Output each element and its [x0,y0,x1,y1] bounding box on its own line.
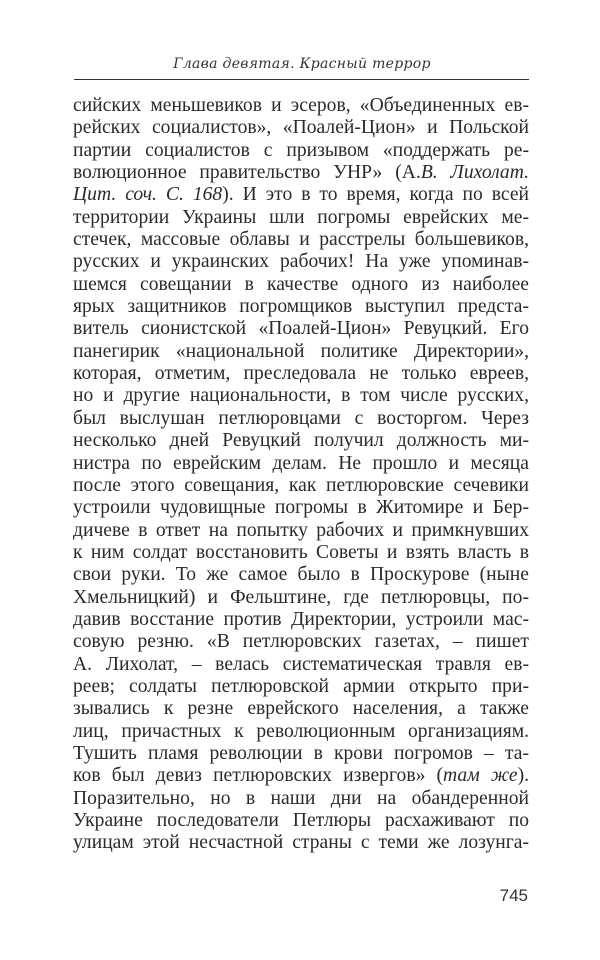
text-segment: после этого совещания, как петлюровские сечевики [73,474,529,496]
text-segment: но и другие национальности, в том числе русских, [73,385,529,407]
text-segment: шемся совещании в качестве одного из наиболее [73,273,529,295]
text-segment: свои руки. То же самое было в Проскурове (ныне [73,564,529,586]
text-segment: сийских меньшевиков и эсеров, «Объединенных ев- [73,95,529,116]
text-segment: партии социалистов с призывом «поддержать ре- [73,139,529,161]
text-line [73,497,529,519]
text-line [73,676,529,698]
text-line [73,520,529,542]
text-line [73,184,529,206]
italic-citation: Цит. соч. С. 168 [73,184,223,206]
text-line [73,162,529,184]
text-segment: ярых защитников погромщиков выступил предста- [73,296,529,318]
text-segment: был выслушан петлюровцами с восторгом. Через [73,407,529,429]
text-line [73,408,529,430]
text-segment: панегирик «национальной политике Директории», [73,340,529,362]
text-line [73,430,529,452]
text-segment: лиц, причастных к революционным организациям. [73,720,529,742]
text-segment: ков был девиз петлюровских извергов» ( [73,765,444,787]
text-line [73,654,529,676]
text-segment: рейских социалистов», «Поалей-Цион» и Польской [73,117,529,139]
text-segment: Поразительно, но в наши дни на обандеренной [73,787,529,809]
header-rule [74,79,529,80]
text-line [73,698,529,720]
body-text [73,95,529,855]
text-segment: Хмельницкий) и Фельштине, где петлюровцы, по- [73,586,529,608]
text-segment: ). [517,765,529,787]
running-title: Глава девятая. Красный террор [173,56,431,72]
text-segment: реев; солдаты петлюровской армии открыто при- [73,675,529,697]
text-segment: русских и украинских рабочих! На уже упоминав- [73,251,529,273]
italic-citation: В. Лихолат. [420,162,530,184]
text-line [73,765,529,787]
text-line [73,721,529,743]
text-line [73,385,529,407]
text-line [73,251,529,273]
text-segment: волюционное правительство УНР» (А. [73,162,421,184]
text-line [73,95,529,117]
text-segment: совую резню. «В петлюровских газетах, – пишет [73,631,529,653]
text-line [73,564,529,586]
text-line [73,140,529,162]
text-segment: территории Украины шли погромы еврейских ме- [73,206,529,228]
text-line [73,341,529,363]
text-segment: нистра по еврейским делам. Не прошло и месяца [73,452,529,474]
text-line [73,475,529,497]
text-line [73,229,529,251]
text-segment: дичеве в ответ на попытку рабочих и примкнувших [73,519,529,541]
text-segment: А. Лихолат, – велась систематическая травля ев- [73,653,529,675]
text-line [73,296,529,318]
text-segment: несколько дней Ревуцкий получил должность ми- [73,430,529,452]
text-line [73,743,529,765]
text-line [73,631,529,653]
text-line [73,832,529,854]
text-segment: к ним солдат восстановить Советы и взять власть в [73,541,529,563]
text-segment: улицам этой несчастной страны с теми же лозунга- [73,832,529,854]
text-segment: стечек, массовые облавы и расстрелы большевиков, [73,229,529,251]
text-line [73,453,529,475]
text-line [73,587,529,609]
text-segment: ). И это в то время, когда по всей [222,184,529,206]
text-segment: витель сионистской «Поалей-Цион» Ревуцкий. Его [73,318,529,340]
text-line [73,274,529,296]
text-segment: устроили чудовищные погромы в Житомире и Бер- [73,497,529,519]
text-line [73,542,529,564]
text-segment: Украине последователи Петлюры расхаживают по [73,810,529,831]
text-segment: давив восстание против Директории, устроили мас- [73,608,529,630]
text-line [73,788,529,810]
text-segment: зывались к резне еврейского населения, а также [73,698,529,720]
text-line [73,207,529,229]
text-line [73,117,529,139]
text-line [73,609,529,631]
text-line [73,363,529,385]
text-line [73,318,529,340]
italic-citation: там же [443,765,518,787]
text-segment: Тушить пламя революции в крови погромов – та- [73,742,529,764]
text-line [73,810,529,832]
page-number: 745 [499,886,528,905]
text-segment: которая, отметим, преследовала не только евреев, [73,363,529,385]
